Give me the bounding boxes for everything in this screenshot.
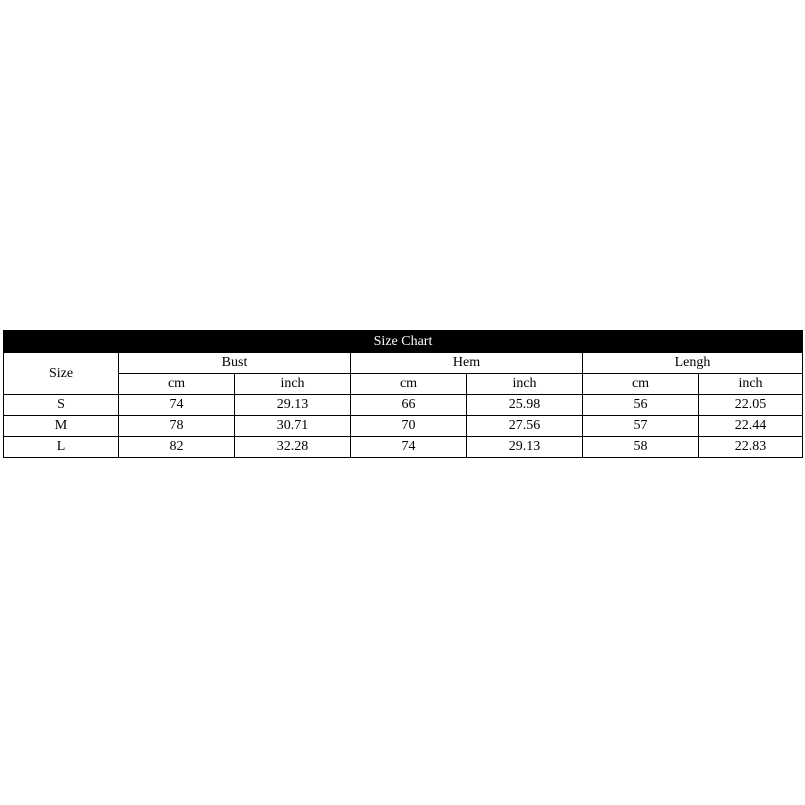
- size-chart-table: [3, 330, 803, 458]
- length-inch-header: inch: [699, 374, 803, 395]
- hem-header: Hem: [351, 353, 583, 374]
- table-row: [4, 437, 803, 458]
- bust-cm-cell: 74: [119, 395, 235, 416]
- group-header-row: [4, 353, 803, 374]
- hem-inch-header: inch: [467, 374, 583, 395]
- size-cell: L: [4, 437, 119, 458]
- hem-inch-cell: 27.56: [467, 416, 583, 437]
- table-title: Size Chart: [4, 331, 803, 353]
- size-cell: S: [4, 395, 119, 416]
- length-cm-cell: 57: [583, 416, 699, 437]
- bust-cm-header: cm: [119, 374, 235, 395]
- hem-inch-cell: 29.13: [467, 437, 583, 458]
- bust-inch-cell: 32.28: [235, 437, 351, 458]
- hem-inch-cell: 25.98: [467, 395, 583, 416]
- bust-inch-header: inch: [235, 374, 351, 395]
- length-cm-header: cm: [583, 374, 699, 395]
- table-row: [4, 416, 803, 437]
- bust-inch-cell: 30.71: [235, 416, 351, 437]
- table-row: [4, 395, 803, 416]
- length-inch-cell: 22.44: [699, 416, 803, 437]
- unit-header-row: [4, 374, 803, 395]
- bust-cm-cell: 82: [119, 437, 235, 458]
- length-inch-cell: 22.83: [699, 437, 803, 458]
- size-cell: M: [4, 416, 119, 437]
- size-column-header: Size: [4, 353, 119, 395]
- length-header: Lengh: [583, 353, 803, 374]
- title-row: [4, 331, 803, 353]
- bust-inch-cell: 29.13: [235, 395, 351, 416]
- bust-cm-cell: 78: [119, 416, 235, 437]
- bust-header: Bust: [119, 353, 351, 374]
- length-cm-cell: 56: [583, 395, 699, 416]
- hem-cm-cell: 66: [351, 395, 467, 416]
- hem-cm-cell: 74: [351, 437, 467, 458]
- hem-cm-cell: 70: [351, 416, 467, 437]
- size-chart: [3, 330, 802, 458]
- hem-cm-header: cm: [351, 374, 467, 395]
- length-inch-cell: 22.05: [699, 395, 803, 416]
- length-cm-cell: 58: [583, 437, 699, 458]
